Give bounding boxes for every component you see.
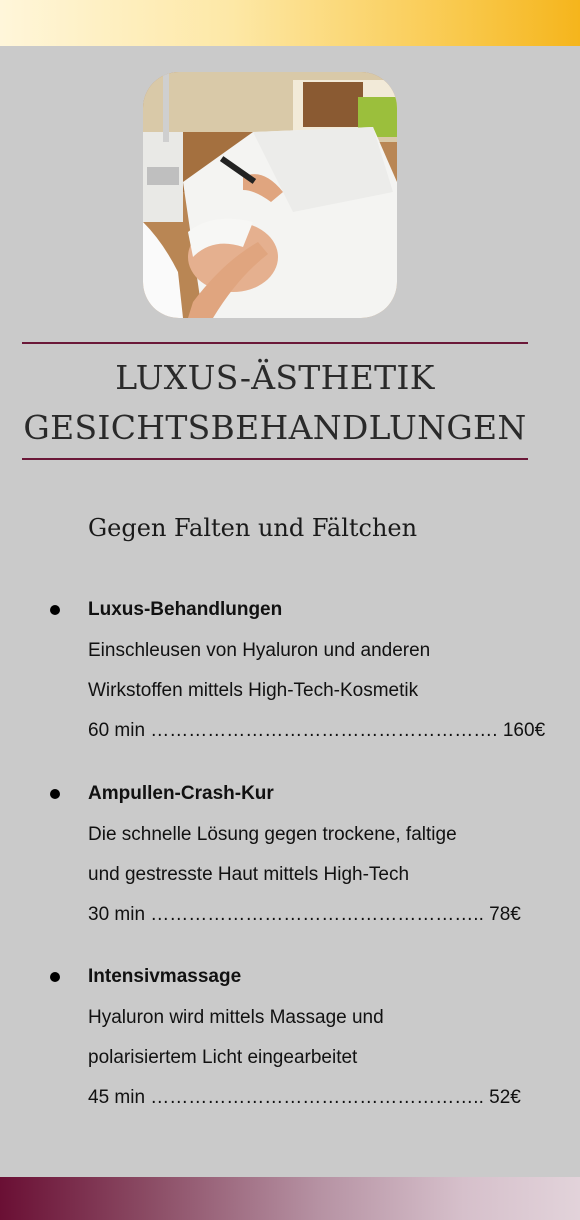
top-decorative-band [0, 0, 580, 46]
bullet-icon [50, 789, 60, 799]
treatment-name: Luxus-Behandlungen [88, 599, 283, 620]
treatment-photo-illustration [143, 72, 397, 318]
treatment-price-line: 45 min …………………………………………….. 52€ [88, 1087, 521, 1108]
treatment-photo [143, 72, 397, 318]
page-title-line-2: GESICHTSBEHANDLUNGEN [23, 408, 527, 447]
section-subtitle: Gegen Falten und Fältchen [88, 514, 418, 542]
bullet-icon [50, 605, 60, 615]
title-top-rule [22, 342, 528, 344]
treatment-description-line: Einschleusen von Hyaluron und anderen [88, 640, 431, 661]
bullet-icon [50, 972, 60, 982]
treatment-description-line: und gestresste Haut mittels High-Tech [88, 864, 410, 885]
page-title-line-1: LUXUS-ÄSTHETIK [115, 358, 435, 397]
treatment-description-line: Wirkstoffen mittels High-Tech-Kosmetik [88, 680, 419, 701]
treatment-description-line: Die schnelle Lösung gegen trockene, faltige [88, 824, 457, 845]
treatment-description-line: polarisiertem Licht eingearbeitet [88, 1047, 358, 1068]
treatment-price-line: 60 min ………………………………………………. 160€ [88, 720, 546, 741]
bottom-decorative-band [0, 1177, 580, 1220]
title-bottom-rule [22, 458, 528, 460]
treatment-description-line: Hyaluron wird mittels Massage und [88, 1007, 384, 1028]
treatment-price-line: 30 min …………………………………………….. 78€ [88, 904, 521, 925]
treatment-name: Intensivmassage [88, 966, 242, 987]
treatment-name: Ampullen-Crash-Kur [88, 783, 274, 804]
